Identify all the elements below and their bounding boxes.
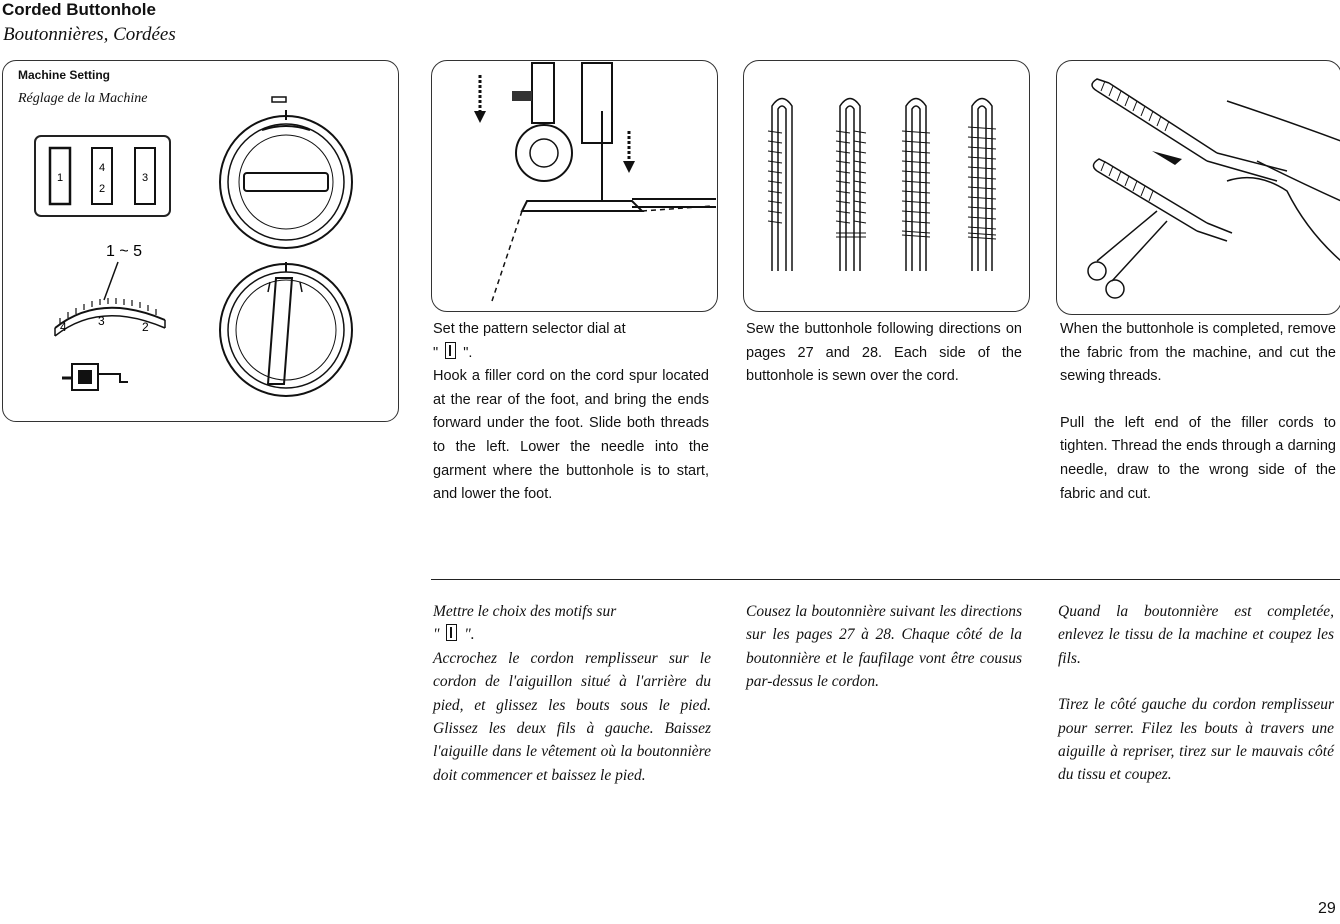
window-label-2: 2	[98, 183, 106, 195]
scale-label-2: 2	[142, 320, 149, 334]
page-subtitle: Boutonnières, Cordées	[3, 24, 176, 45]
instructions-column-1-en	[433, 318, 709, 507]
window-label-3: 3	[141, 172, 149, 184]
window-label-4: 4	[98, 162, 106, 174]
stitch-length-dial-illustration	[55, 298, 165, 336]
quote-close-fr: ".	[460, 626, 475, 644]
scale-label-3: 3	[98, 314, 105, 328]
instructions-column-1-fr	[433, 600, 711, 787]
hook-cord-text: Hook a filler cord on the cord spur located at the rear of the foot, and bring the ends forward under the foot. Slide both threads to the left. Lower the needle into the garment where the buttonhole is to start, and lower the foot.	[433, 368, 709, 503]
instructions-column-2-en	[746, 318, 1022, 389]
scale-label-4: 4	[60, 320, 67, 334]
set-dial-text: Set the pattern selector dial at	[433, 321, 626, 337]
stitch-width-dial-illustration	[220, 97, 352, 248]
remove-fabric-text-fr: Quand la boutonnière est completée, enlevez le tissu de la machine et coupez les fils.	[1058, 603, 1334, 667]
page-title: Corded Buttonhole	[2, 0, 156, 19]
quote-close: ".	[459, 344, 473, 361]
pull-cords-text: Pull the left end of the filler cords to tighten. Thread the ends through a darning needle, draw to the wrong side of the fabric and cut.	[1060, 414, 1336, 502]
stitch-length-range: 1 ~ 5	[105, 243, 143, 260]
straight-stitch-symbol-fr-icon	[446, 624, 457, 641]
presser-foot-icon	[62, 364, 128, 390]
section-divider	[431, 579, 1340, 580]
machine-setting-subtitle: Réglage de la Machine	[18, 91, 148, 106]
quote-open: "	[433, 344, 443, 361]
instructions-column-2-fr	[746, 600, 1022, 694]
straight-stitch-symbol-icon	[445, 342, 456, 359]
hook-cord-text-fr: Accrochez le cordon remplisseur sur le cordon de l'aiguillon situé à l'arrière du pied, et glissez les bouts sous le pied. Glissez les deux fils à gauche. Baissez l'aiguille dans le vêtement où la boutonnière doit commencer et baissez le pied.	[433, 649, 711, 784]
window-label-1: 1	[56, 172, 64, 184]
quote-open-fr: "	[433, 626, 444, 644]
scissors-and-cords-illustration	[1057, 61, 1340, 314]
figure-corded-buttonholes	[743, 60, 1030, 312]
machine-setting-title: Machine Setting	[18, 68, 111, 82]
pull-cords-text-fr: Tirez le côté gauche du cordon remplisseur pour serrer. Filez les bouts à travers une aiguille à repriser, tirez sur le mauvais côté du tissu et coupez.	[1058, 696, 1334, 784]
sewing-foot-illustration	[432, 61, 717, 311]
instructions-column-3-fr	[1058, 600, 1334, 787]
instructions-column-3-en	[1060, 318, 1336, 506]
figure-cut-threads	[1056, 60, 1340, 315]
buttonholes-illustration	[744, 61, 1029, 311]
figure-hook-cord	[431, 60, 718, 312]
set-dial-text-fr: Mettre le choix des motifs sur	[433, 603, 617, 620]
sew-buttonhole-text: Sew the buttonhole following directions on pages 27 and 28. Each side of the buttonhole is sewn over the cord.	[746, 321, 1022, 385]
sew-buttonhole-text-fr: Cousez la boutonnière suivant les directions sur les pages 27 à 28. Chaque côté de la boutonnière et le faufilage vont être cousus par-dessus le cordon.	[746, 603, 1022, 691]
page-number: 29	[1318, 900, 1336, 917]
pattern-selector-dial-illustration	[220, 262, 352, 396]
machine-setting-illustration	[0, 0, 400, 425]
remove-fabric-text: When the buttonhole is completed, remove the fabric from the machine, and cut the sewing threads.	[1060, 321, 1336, 385]
pattern-window-illustration	[35, 136, 170, 216]
